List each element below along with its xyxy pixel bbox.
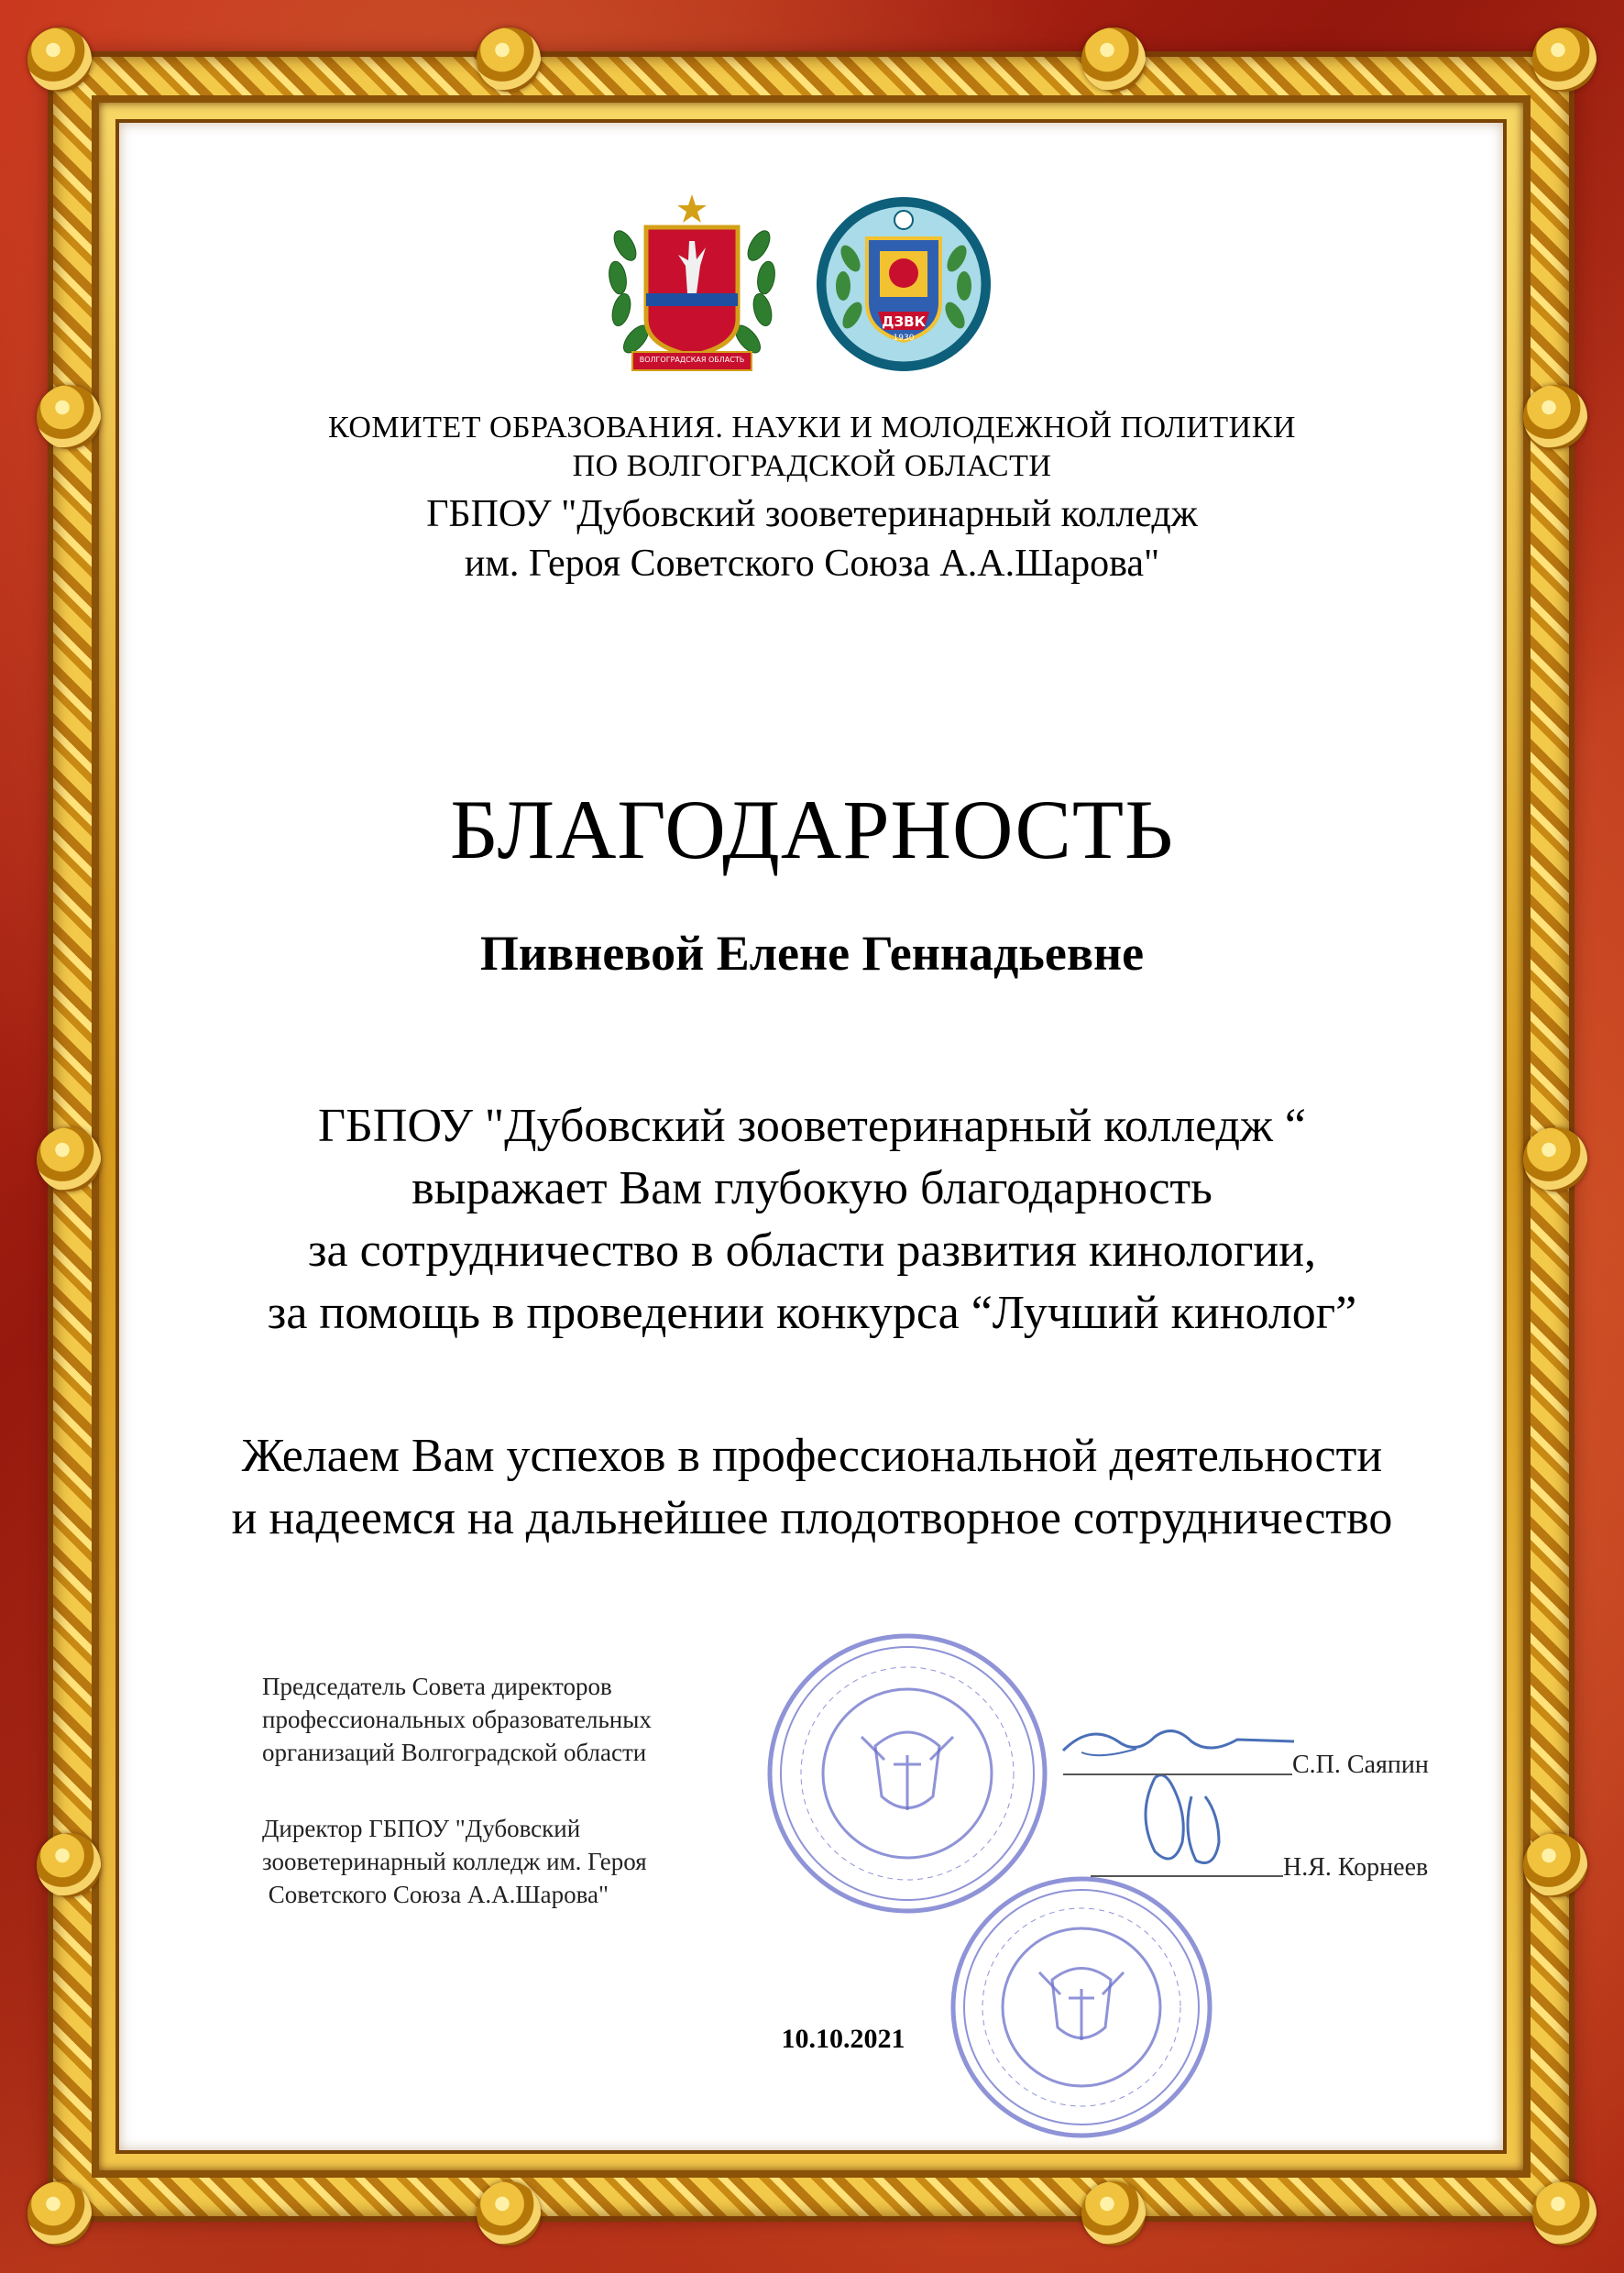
- college-logo-abbr: ДЗВК: [882, 313, 926, 330]
- position-line: профессиональных образовательных: [262, 1706, 652, 1733]
- certificate-date: 10.10.2021: [781, 2024, 905, 2054]
- message-line: ГБПОУ "Дубовский зооветеринарный колледж “: [317, 1100, 1307, 1152]
- college-name: [0, 489, 1624, 588]
- signature-line: [1091, 1875, 1283, 1877]
- region-emblem-caption: ВОЛГОГРАДСКАЯ ОБЛАСТЬ: [639, 356, 745, 364]
- signatory-1-position: [262, 1670, 652, 1769]
- college-line-2: им. Героя Советского Союза А.А.Шарова": [464, 543, 1160, 585]
- round-seal-stamp-icon: [944, 1870, 1219, 2145]
- message-line: за сотрудничество в области развития кинологии,: [307, 1224, 1317, 1277]
- wish-message: [0, 1425, 1624, 1550]
- certificate-title: БЛАГОДАРНОСТЬ: [450, 783, 1174, 876]
- signatory-1-name: С.П. Саяпин: [1292, 1751, 1429, 1779]
- recipient-name: Пивневой Елене Геннадьевне: [479, 926, 1145, 981]
- position-line: организаций Волгоградской области: [262, 1739, 647, 1766]
- position-line: Директор ГБПОУ "Дубовский: [262, 1815, 581, 1842]
- college-logo-icon: [814, 194, 993, 374]
- signature-2: [1127, 1760, 1237, 1879]
- position-line: Председатель Совета директоров: [262, 1673, 612, 1700]
- signatory-2-name: Н.Я. Корнеев: [1283, 1853, 1429, 1882]
- org-line-2: ПО ВОЛГОГРАДСКОЙ ОБЛАСТИ: [572, 449, 1052, 483]
- position-line: зооветеринарный колледж им. Героя: [262, 1848, 647, 1875]
- org-line-1: КОМИТЕТ ОБРАЗОВАНИЯ. НАУКИ И МОЛОДЕЖНОЙ ПОЛИТИКИ: [328, 411, 1296, 445]
- message-line: выражает Вам глубокую благодарность: [411, 1162, 1213, 1214]
- position-line: Советского Союза А.А.Шарова": [262, 1881, 609, 1908]
- signatory-2-position: [262, 1812, 647, 1911]
- college-line-1: ГБПОУ "Дубовский зооветеринарный колледж: [426, 493, 1198, 535]
- message-line: за помощь в проведении конкурса “Лучший кинолог”: [267, 1287, 1357, 1339]
- volgograd-region-coat-of-arms-icon: [605, 191, 779, 374]
- wish-line: Желаем Вам успехов в профессиональной деятельности: [241, 1430, 1383, 1482]
- signature-line: [1063, 1773, 1292, 1775]
- wish-line: и надеемся на дальнейшее плодотворное сотрудничество: [231, 1492, 1393, 1544]
- gratitude-message: [0, 1095, 1624, 1345]
- college-logo-year: 1930: [893, 334, 915, 343]
- organization-header: [0, 409, 1624, 486]
